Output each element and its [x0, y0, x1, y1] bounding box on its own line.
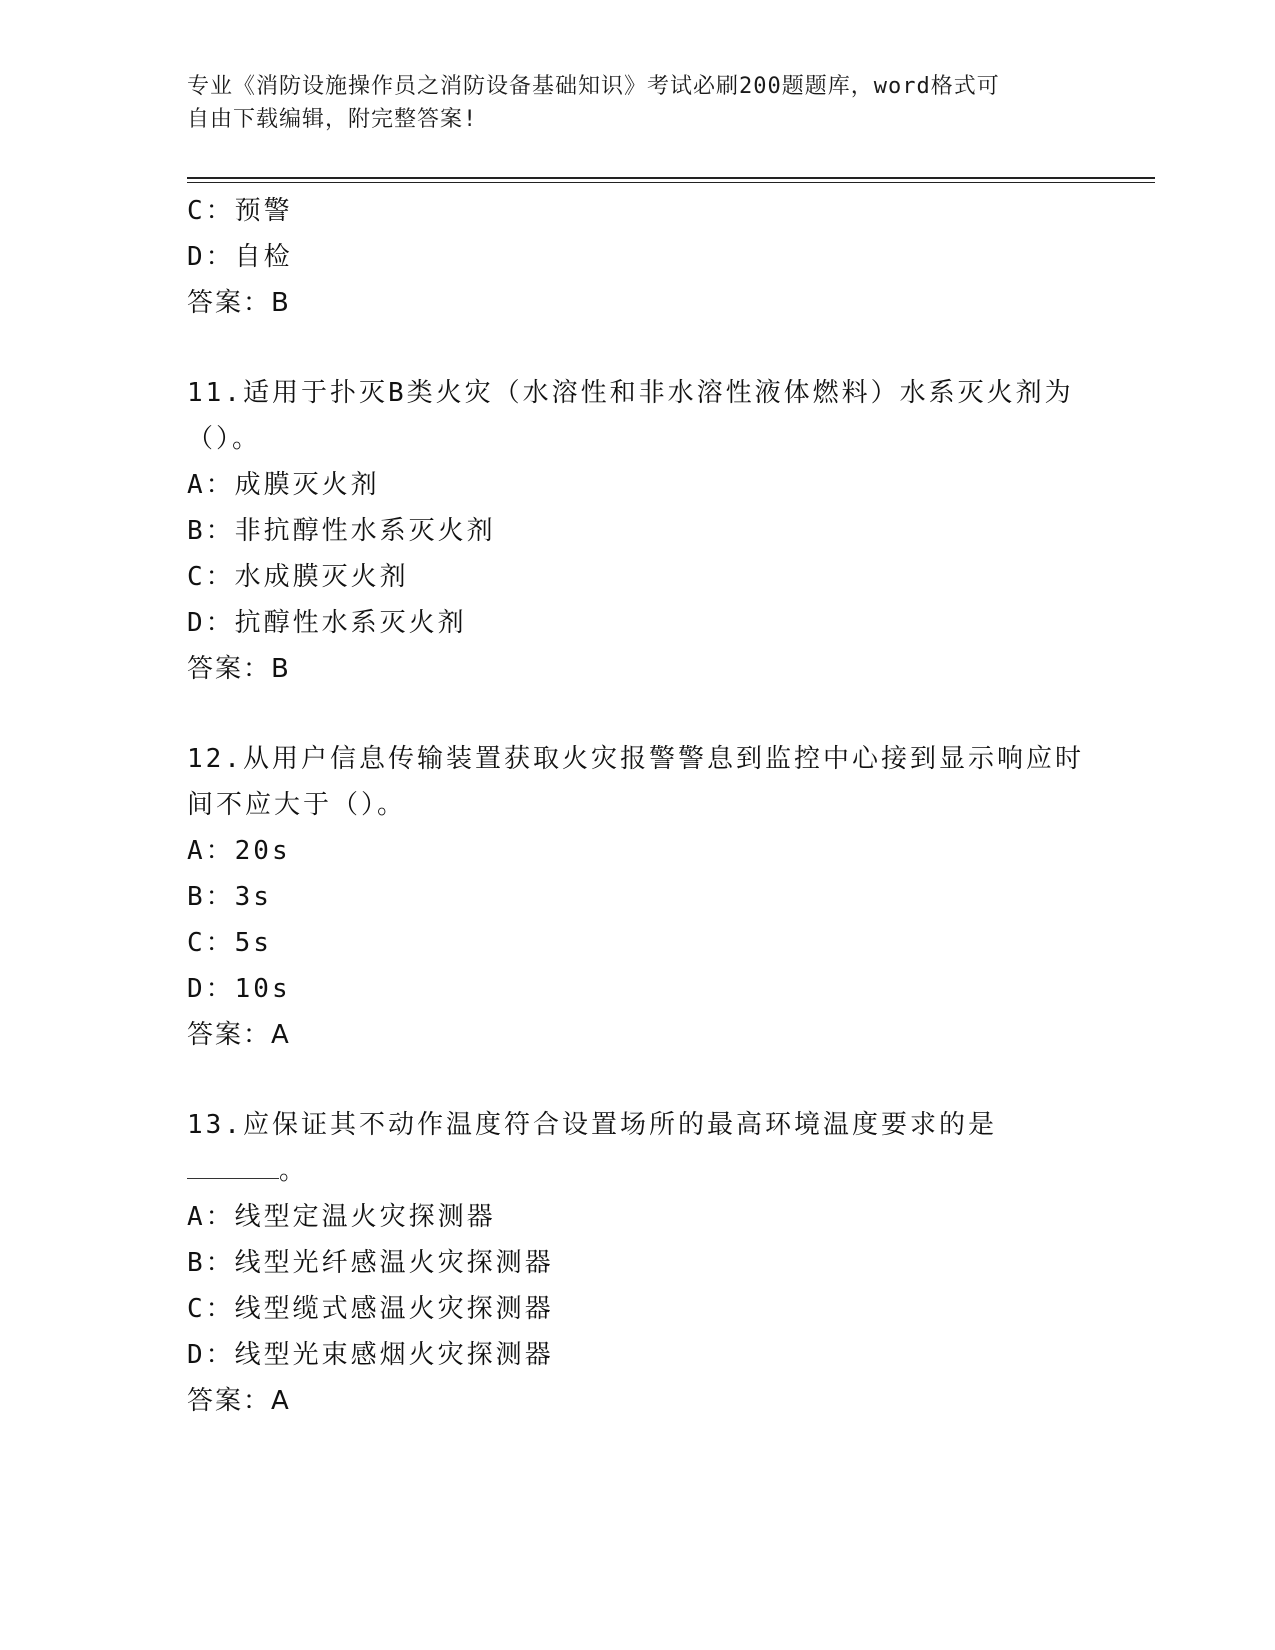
option-c: C：5s [187, 928, 272, 958]
option-b: B：线型光纤感温火灾探测器 [187, 1248, 554, 1278]
question-11 [187, 370, 1087, 692]
option-d: D：线型光束感烟火灾探测器 [187, 1340, 554, 1370]
option-a: A：20s [187, 836, 291, 866]
blank-suffix: 。 [279, 1156, 309, 1186]
spacer [187, 326, 1087, 370]
option-b: B：3s [187, 882, 272, 912]
answer-line: 答案：A [187, 1386, 291, 1416]
question-text: 12.从用户信息传输装置获取火灾报警警息到监控中心接到显示响应时 [187, 744, 1084, 774]
question-text: 11.适用于扑灭B类火灾（水溶性和非水溶性液体燃料）水系灭火剂为 [187, 378, 1074, 408]
option-a: A：线型定温火灾探测器 [187, 1202, 496, 1232]
answer-line: 答案：A [187, 1020, 291, 1050]
option-d: D：自检 [187, 242, 293, 272]
spacer [187, 1058, 1087, 1102]
option-b: B：非抗醇性水系灭火剂 [187, 516, 496, 546]
answer-line: 答案：B [187, 654, 291, 684]
option-c: C：水成膜灭火剂 [187, 562, 409, 592]
question-text: 13.应保证其不动作温度符合设置场所的最高环境温度要求的是 [187, 1110, 997, 1140]
question-text-cont [187, 1148, 1087, 1194]
question-text-cont: 间不应大于（）。 [187, 790, 407, 820]
document-header [187, 70, 1067, 136]
question-text-cont: （）。 [187, 424, 262, 454]
question-list [187, 188, 1087, 1424]
header-divider-thick [187, 177, 1155, 179]
option-c: C：预警 [187, 196, 293, 226]
header-line-1: 专业《消防设施操作员之消防设备基础知识》考试必刷200题题库，word格式可 [187, 74, 1000, 99]
answer-line: 答案：B [187, 288, 291, 318]
option-c: C：线型缆式感温火灾探测器 [187, 1294, 554, 1324]
spacer [187, 692, 1087, 736]
header-divider-thin [187, 182, 1155, 183]
question-10-tail [187, 188, 1087, 326]
fill-in-blank [187, 1148, 279, 1179]
question-13 [187, 1102, 1087, 1424]
option-a: A：成膜灭火剂 [187, 470, 380, 500]
header-line-2: 自由下载编辑，附完整答案! [187, 107, 478, 132]
question-12 [187, 736, 1087, 1058]
option-d: D：抗醇性水系灭火剂 [187, 608, 467, 638]
option-d: D：10s [187, 974, 291, 1004]
